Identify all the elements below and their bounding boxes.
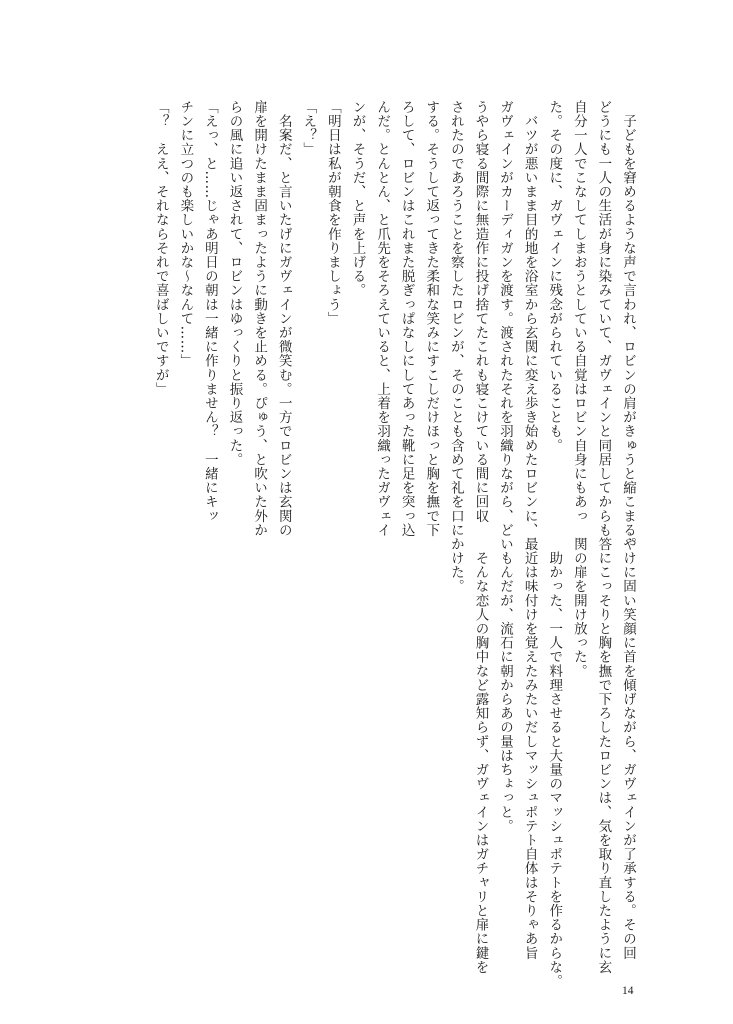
text-line: いもんだが、流石に朝からあの量はちょっと。 [497,537,514,834]
text-line: 扉を開けたまま固まったように動きを止める。ぴゅう、と吹いた外か [251,100,268,538]
text-line: た。その度に、ガヴェインに残念がられていることも。 [546,100,563,453]
text-line: やけに固い笑顔に首を傾げながら、ガヴェインが了承する。その回 [620,537,636,960]
text-line: どうにも一人の生活が身に染みていて、ガヴェインと同居してからも [595,100,612,538]
text-line: らの風に追い返されて、ロビンはゆっくりと振り返った。 [226,100,243,467]
text-line: バツが悪いまま目的地を浴室から玄関に変え歩き始めたロビンに、 [521,100,538,538]
text-line: する。そうして返ってきた柔和な笑みにすこしだけほっと胸を撫で下 [423,100,440,538]
page-number: 14 [622,985,634,997]
text-line: うやら寝る間際に無造作に投げ捨てたこれも寝こけている間に回収 [472,100,489,523]
text-line: 名案だ、と言いたげにガヴェインが微笑む。一方でロビンは玄関の [275,100,292,538]
text-line: 子どもを窘めるような声で言われ、ロビンの肩がきゅうと縮こまる。 [620,100,636,552]
dialogue-line: 「？ ええ、それならそれで喜ばしいですが」 [152,100,169,397]
text-line: 関の扉を開け放った。 [570,537,587,678]
text-line: 答にこっそりと胸を撫で下ろしたロビンは、気を取り直したように玄 [595,537,612,975]
text-line: ガヴェインがカーディガンを渡す。渡されたそれを羽織りながら、ど [497,100,514,538]
text-line: ンが、そうだ、と声を上げる。 [349,100,366,298]
text-line: かけた。 [447,537,464,594]
lower-text-block [443,537,640,989]
text-line: そんな恋人の胸中など露知らず、ガヴェインはガチャリと扉に鍵を [472,537,489,975]
upper-text-block [148,100,640,552]
dialogue-line: 「明日は私が朝食を作りましょう」 [324,100,341,326]
dialogue-line: 「え？」 [300,100,317,157]
text-line: んだ。とんとん、と爪先をそろえていると、上着を羽織ったガヴェイ [374,100,391,538]
text-line: されたのであろうことを察したロビンが、そのことも含めて礼を口に [447,100,464,538]
text-line: 最近は味付けを覚えたみたいだしマッシュポテト自体はそりゃあ旨 [521,537,538,960]
dialogue-line: 「えっ、と……じゃあ明日の朝は一緒に作りません？ 一緒にキッ [201,100,218,523]
text-line: ろして、ロビンはこれまた脱ぎっぱなしにしてあった靴に足を突っ込 [398,100,415,538]
dialogue-line: チンに立つのも楽しいかな〜なんて……」 [177,100,194,368]
text-line: 自分一人でこなしてしまおうとしている自覚はロビン自身にもあっ [570,100,587,523]
text-line: 助かった、一人で料理させると大量のマッシュポテトを作るからな。 [546,537,563,989]
